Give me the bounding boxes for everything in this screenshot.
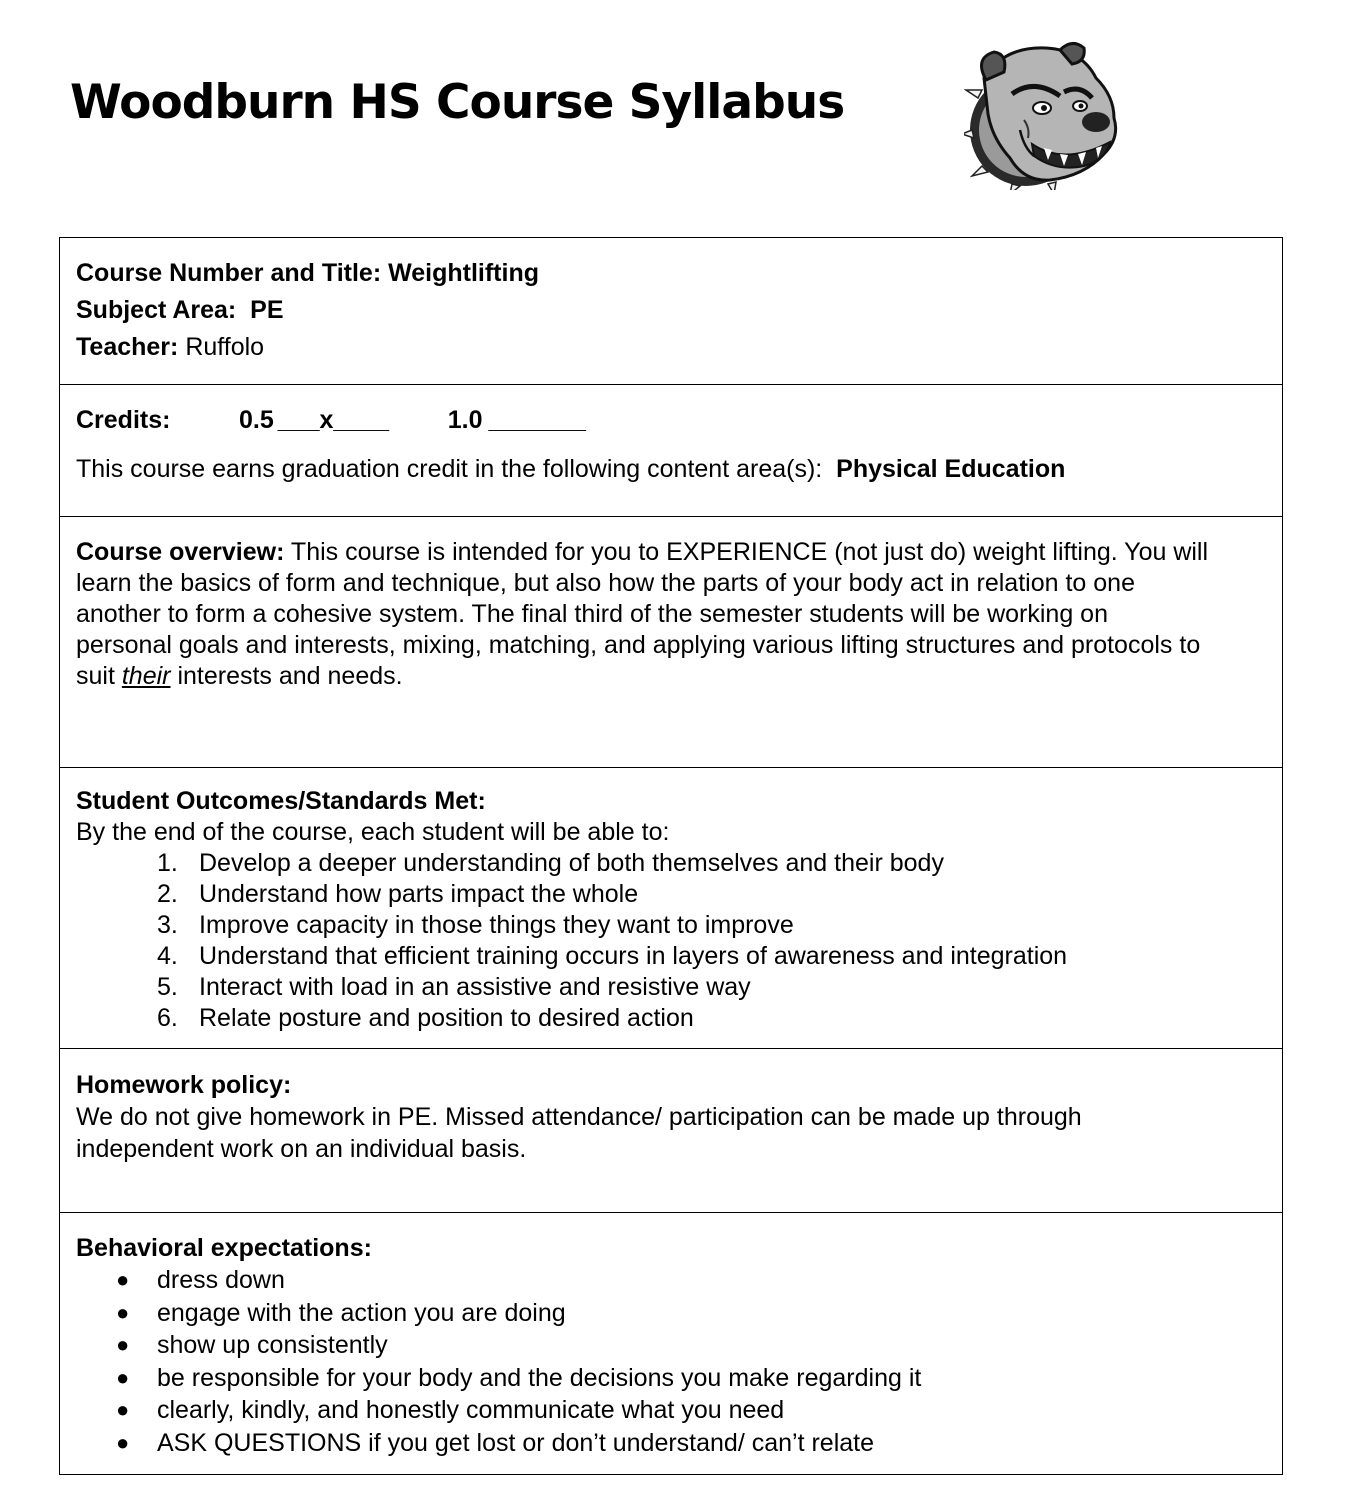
list-item [157, 972, 1266, 1003]
list-item [116, 1264, 1266, 1297]
page-title: Woodburn HS Course Syllabus [70, 75, 845, 130]
list-item [116, 1394, 1266, 1427]
outcomes-section [60, 768, 1282, 1049]
subject-area-value: PE [250, 296, 284, 324]
homework-line-2: independent work on an individual basis. [76, 1135, 527, 1163]
list-item-text: be responsible for your body and the decisions you make regarding it [157, 1363, 922, 1392]
overview-line-5 [76, 661, 1266, 692]
outcomes-intro: By the end of the course, each student will be able to: [76, 818, 670, 846]
bullet-icon: ● [116, 1364, 130, 1390]
credits-full-mark: _______ [488, 406, 586, 434]
credits-half-mark: ___x____ [277, 406, 389, 434]
course-number-title-label: Course Number and Title: [76, 259, 382, 287]
content-area-value: Physical Education [836, 455, 1066, 483]
behavior-label: Behavioral expectations: [76, 1234, 372, 1262]
course-info-section [60, 238, 1282, 385]
bulldog-mascot-icon [964, 38, 1129, 190]
overview-last-post: interests and needs. [170, 662, 403, 690]
overview-line-1 [76, 537, 1266, 568]
list-item-text: Understand that efficient training occurs in layers of awareness and integration [199, 942, 1068, 970]
homework-line-1: We do not give homework in PE. Missed attendance/ participation can be made up through [76, 1103, 1082, 1131]
homework-label: Homework policy: [76, 1071, 292, 1099]
list-item [157, 910, 1266, 941]
bullet-icon: ● [116, 1397, 130, 1422]
list-item-number: 1. [157, 849, 178, 877]
list-item [157, 941, 1266, 972]
subject-area [76, 295, 1266, 326]
list-item [116, 1362, 1266, 1395]
list-item-number: 6. [157, 1004, 178, 1032]
overview-last-pre: suit [76, 662, 122, 690]
overview-line-3: another to form a cohesive system. The final third of the semester students will be working on [76, 600, 1108, 628]
behavior-section [60, 1213, 1282, 1475]
overview-label: Course overview: [76, 538, 285, 566]
bullet-icon: ● [116, 1429, 130, 1455]
credits-half-label: 0.5 [239, 406, 274, 434]
credits-section [60, 385, 1282, 517]
list-item [157, 1003, 1266, 1034]
list-item-text: Relate posture and position to desired action [199, 1004, 694, 1032]
behavior-list [76, 1264, 1266, 1459]
content-area-text: This course earns graduation credit in the following content area(s): [76, 455, 823, 483]
list-item-number: 4. [157, 942, 178, 970]
teacher-label: Teacher: [76, 333, 179, 361]
overview-line-2: learn the basics of form and technique, but also how the parts of your body act in relation to one [76, 569, 1135, 597]
overview-section [60, 517, 1282, 768]
bullet-icon: ● [116, 1267, 130, 1292]
list-item-text: show up consistently [157, 1331, 388, 1359]
list-item-number: 3. [157, 911, 178, 939]
list-item [157, 848, 1266, 879]
list-item-text: Develop a deeper understanding of both themselves and their body [199, 849, 944, 877]
course-number-title-value: Weightlifting [388, 259, 539, 287]
syllabus-table [59, 237, 1283, 1475]
list-item-number: 2. [157, 880, 178, 908]
teacher [76, 332, 1266, 363]
list-item-text: Interact with load in an assistive and resistive way [199, 973, 751, 1001]
list-item-text: Improve capacity in those things they want to improve [199, 911, 794, 939]
list-item-number: 5. [157, 973, 178, 1001]
bullet-icon: ● [116, 1332, 130, 1357]
overview-emphasis: their [121, 662, 171, 690]
outcomes-list [76, 848, 1266, 1034]
list-item [116, 1329, 1266, 1362]
list-item-text: engage with the action you are doing [157, 1298, 566, 1327]
bullet-icon: ● [116, 1299, 130, 1325]
list-item-text: ASK QUESTIONS if you get lost or don’t understand/ can’t relate [157, 1428, 875, 1457]
subject-area-label: Subject Area: [76, 296, 237, 324]
teacher-value: Ruffolo [185, 333, 265, 361]
overview-text-1: This course is intended for you to EXPERIENCE (not just do) weight lifting. You will [290, 538, 1209, 566]
list-item [116, 1297, 1266, 1330]
credits-full-label: 1.0 [447, 406, 483, 434]
list-item [157, 879, 1266, 910]
homework-section [60, 1049, 1282, 1213]
overview-line-4: personal goals and interests, mixing, matching, and applying various lifting structures and protocols to [76, 631, 1201, 659]
list-item-text: clearly, kindly, and honestly communicate what you need [157, 1396, 785, 1424]
list-item-text: dress down [157, 1266, 285, 1294]
list-item-text: Understand how parts impact the whole [199, 880, 639, 908]
course-number-title [76, 258, 1266, 289]
content-area [76, 454, 1266, 485]
list-item [116, 1427, 1266, 1460]
credits-label: Credits: [76, 406, 171, 434]
credits-row [76, 405, 1266, 436]
outcomes-label: Student Outcomes/Standards Met: [76, 787, 486, 815]
